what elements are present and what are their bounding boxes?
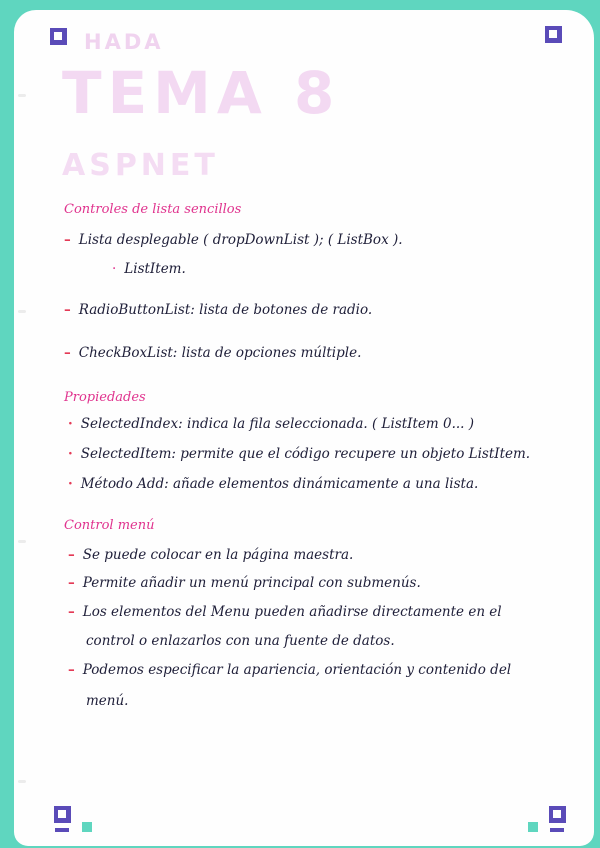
list-item: – Podemos especificar la apariencia, orientación y contenido del	[68, 662, 512, 678]
bullet-dash: –	[68, 662, 75, 678]
list-item: – Se puede colocar en la página maestra.	[68, 547, 354, 563]
section-title: Control menú	[64, 518, 155, 533]
teal-square	[528, 822, 538, 832]
bullet-dash: –	[64, 345, 71, 361]
corner-bar	[55, 828, 69, 832]
binder-hole	[18, 94, 26, 97]
list-item: – CheckBoxList: lista de opciones múltiple.	[64, 345, 362, 361]
subject-title: HADA	[84, 30, 164, 54]
corner-bar	[550, 828, 564, 832]
notebook-page	[14, 10, 594, 846]
list-item-continuation: menú.	[86, 693, 129, 709]
corner-mark-icon	[54, 806, 71, 823]
tech-title: ASPNET	[62, 148, 219, 183]
bullet-dash: –	[64, 232, 71, 248]
bullet-dash: –	[68, 547, 75, 563]
binder-hole	[18, 780, 26, 783]
bullet-dash: –	[68, 575, 75, 591]
corner-mark-icon	[549, 806, 566, 823]
list-item: – Los elementos del Menu pueden añadirse directamente en el	[68, 604, 502, 620]
bullet-dash: –	[64, 302, 71, 318]
binder-hole	[18, 540, 26, 543]
corner-mark-icon	[50, 28, 67, 45]
bullet-dot: ·	[68, 476, 73, 492]
section-title: Controles de lista sencillos	[64, 202, 242, 217]
binder-hole	[18, 310, 26, 313]
list-item-continuation: control o enlazarlos con una fuente de datos.	[86, 633, 395, 649]
list-item: · SelectedIndex: indica la fila seleccionada. ( ListItem 0... )	[68, 416, 475, 432]
list-item: · ListItem.	[112, 261, 186, 277]
list-item: – Permite añadir un menú principal con submenús.	[68, 575, 421, 591]
bullet-dot: ·	[68, 446, 73, 462]
bullet-dash: –	[68, 604, 75, 620]
bullet-dot: ·	[112, 261, 117, 277]
bullet-dot: ·	[68, 416, 73, 432]
teal-square	[82, 822, 92, 832]
topic-title: TEMA 8	[62, 59, 341, 127]
section-title: Propiedades	[64, 390, 146, 405]
list-item: – Lista desplegable ( dropDownList ); ( ListBox ).	[64, 232, 403, 248]
list-item: · Método Add: añade elementos dinámicamente a una lista.	[68, 476, 479, 492]
corner-mark-icon	[545, 26, 562, 43]
list-item: – RadioButtonList: lista de botones de radio.	[64, 302, 373, 318]
list-item: · SelectedItem: permite que el código recupere un objeto ListItem.	[68, 446, 531, 462]
